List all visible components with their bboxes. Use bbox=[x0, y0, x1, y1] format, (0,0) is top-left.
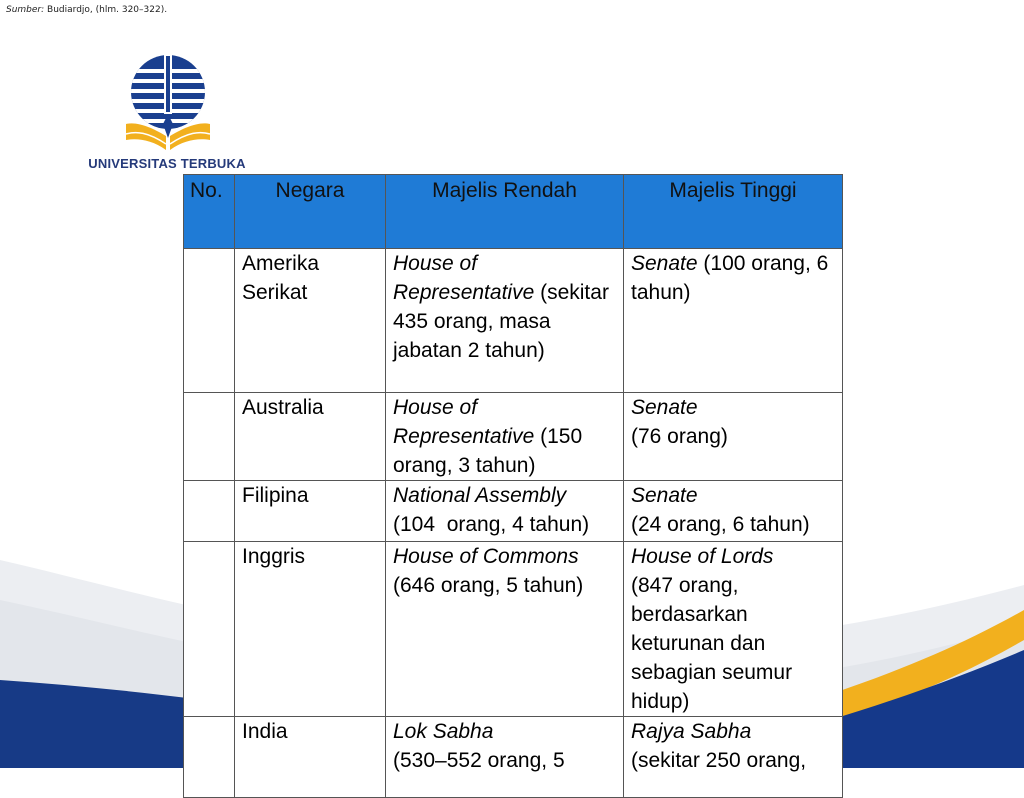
lower-house-detail: (646 orang, 5 tahun) bbox=[393, 574, 584, 597]
logo-emblem-icon bbox=[86, 52, 248, 156]
lower-house-detail: (530–552 orang, 5 bbox=[393, 749, 565, 772]
upper-house-name: Senate bbox=[631, 252, 698, 275]
cell-no bbox=[184, 542, 235, 717]
cell-country: Australia bbox=[235, 393, 386, 481]
source-citation bbox=[6, 5, 167, 15]
cell-lower-house bbox=[386, 249, 624, 393]
cell-lower-house bbox=[386, 717, 624, 798]
upper-house-detail: (sekitar 250 orang, bbox=[631, 749, 807, 772]
lower-house-name: House of Representative bbox=[393, 252, 535, 304]
table-row bbox=[184, 717, 843, 798]
upper-house-detail: (76 orang) bbox=[631, 425, 728, 448]
cell-no bbox=[184, 481, 235, 542]
universitas-terbuka-logo bbox=[86, 52, 248, 174]
header-lower-house: Majelis Rendah bbox=[386, 175, 624, 249]
header-country: Negara bbox=[235, 175, 386, 249]
lower-house-detail: (150 orang, 3 tahun) bbox=[393, 425, 583, 477]
cell-no bbox=[184, 393, 235, 481]
cell-country: Inggris bbox=[235, 542, 386, 717]
upper-house-detail: (100 orang, 6 tahun) bbox=[631, 252, 829, 304]
cell-country: Filipina bbox=[235, 481, 386, 542]
lower-house-detail: (104 orang, 4 tahun) bbox=[393, 513, 590, 536]
table-header-row bbox=[184, 175, 843, 249]
upper-house-detail: (847 orang, berdasarkan keturunan dan sebagian seumur hidup) bbox=[631, 574, 793, 713]
cell-country: Amerika Serikat bbox=[235, 249, 386, 393]
upper-house-name: Senate bbox=[631, 396, 698, 419]
parliament-comparison-table bbox=[183, 174, 843, 798]
cell-no bbox=[184, 717, 235, 798]
cell-no bbox=[184, 249, 235, 393]
cell-upper-house bbox=[624, 249, 843, 393]
header-upper-house: Majelis Tinggi bbox=[624, 175, 843, 249]
cell-upper-house bbox=[624, 542, 843, 717]
lower-house-name: National Assembly bbox=[393, 484, 567, 507]
upper-house-detail: (24 orang, 6 tahun) bbox=[631, 513, 810, 536]
cell-lower-house bbox=[386, 542, 624, 717]
lower-house-name: House of Representative bbox=[393, 396, 535, 448]
cell-upper-house bbox=[624, 481, 843, 542]
cell-upper-house bbox=[624, 717, 843, 798]
upper-house-name: Senate bbox=[631, 484, 698, 507]
lower-house-detail: (sekitar 435 orang, masa jabatan 2 tahun) bbox=[393, 281, 609, 362]
source-text: Budiardjo, (hlm. 320–322). bbox=[47, 5, 168, 15]
cell-lower-house bbox=[386, 393, 624, 481]
cell-country: India bbox=[235, 717, 386, 798]
header-no: No. bbox=[184, 175, 235, 249]
table-row bbox=[184, 542, 843, 717]
lower-house-name: House of Commons bbox=[393, 545, 579, 568]
lower-house-name: Lok Sabha bbox=[393, 720, 494, 743]
upper-house-name: Rajya Sabha bbox=[631, 720, 752, 743]
cell-upper-house bbox=[624, 393, 843, 481]
upper-house-name: House of Lords bbox=[631, 545, 774, 568]
table-row bbox=[184, 481, 843, 542]
logo-text: UNIVERSITAS TERBUKA bbox=[88, 156, 246, 171]
cell-lower-house bbox=[386, 481, 624, 542]
table-row bbox=[184, 393, 843, 481]
table-row bbox=[184, 249, 843, 393]
source-label: Sumber: bbox=[6, 5, 45, 15]
